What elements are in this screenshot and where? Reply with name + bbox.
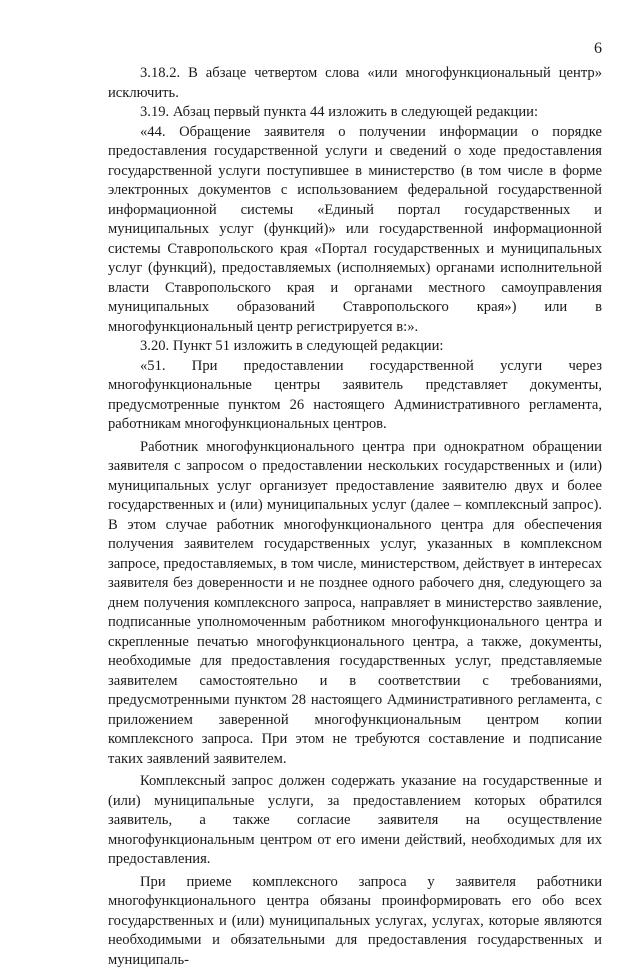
paragraph-44-quote: «44. Обращение заявителя о получении информации о порядке предоставления государственной услуги и сведений о ходе предоставления государственной услуги поступившее в министерство (в том числе в форме электронных документов с использованием федеральной государственной информационной системы «Единый портал государственных и муниципальных услуг (функций)» или государственной информационной системы Ставропольского края «Портал государственных и муниципальных услуг (функций), предоставляемых (исполняемых) органами исполнительной власти Ставропольского края и органами местного самоуправления муниципальных образований Ставропольского края») или в многофункциональный центр регистрируется в:». [108,123,602,338]
paragraph-51-quote: «51. При предоставлении государственной услуги через многофункциональные центры заявитель представляет документы, предусмотренные пунктом 26 настоящего Административного регламента, работникам многофункциональных центров. [108,357,602,435]
paragraph-mfc-worker: Работник многофункционального центра при однократном обращении заявителя с запросом о предоставлении нескольких государственных и (или) муниципальных услуг организует предоставление заявителю двух и более государственных и (или) муниципальных услуг (далее – комплексный запрос). В этом случае работник многофункционального центра для обеспечения получения заявителем государственных услуг, указанных в комплексном запросе, предоставляемых, в том числе, министерством, действует в интересах заявителя без доверенности и не позднее одного рабочего дня, следующего за днем получения комплексного запроса, направляет в министерство заявление, подписанные уполномоченным работником многофункционального центра и скрепленные печатью многофункционального центра, а также, документы, необходимые для предоставления государственных услуг, представляемые заявителем самостоятельно и в соответствии с требованиями, предусмотренными пунктом 28 настоящего Административного регламента, с приложением заверенной многофункциональным центром копии комплексного запроса. При этом не требуются составление и подписание таких заявлений заявителем. [108,438,602,770]
paragraph-3-20: 3.20. Пункт 51 изложить в следующей редакции: [108,337,602,357]
paragraph-complex-request: Комплексный запрос должен содержать указание на государственные и (или) муниципальные услуги, за предоставлением которых обратился заявитель, а также согласие заявителя на осуществление многофункциональным центром от его имени действий, необходимых для их предоставления. [108,772,602,870]
document-body [108,64,602,970]
page-number: 6 [594,40,602,58]
paragraph-3-18-2: 3.18.2. В абзаце четвертом слова «или многофункциональный центр» исключить. [108,64,602,103]
paragraph-intake: При приеме комплексного запроса у заявителя работники многофункционального центра обязаны проинформировать его обо всех государственных и (или) муниципальных услугах, услугах, которые являются необходимыми и обязательными для предоставления государственных и муниципаль- [108,873,602,970]
paragraph-3-19: 3.19. Абзац первый пункта 44 изложить в следующей редакции: [108,103,602,123]
